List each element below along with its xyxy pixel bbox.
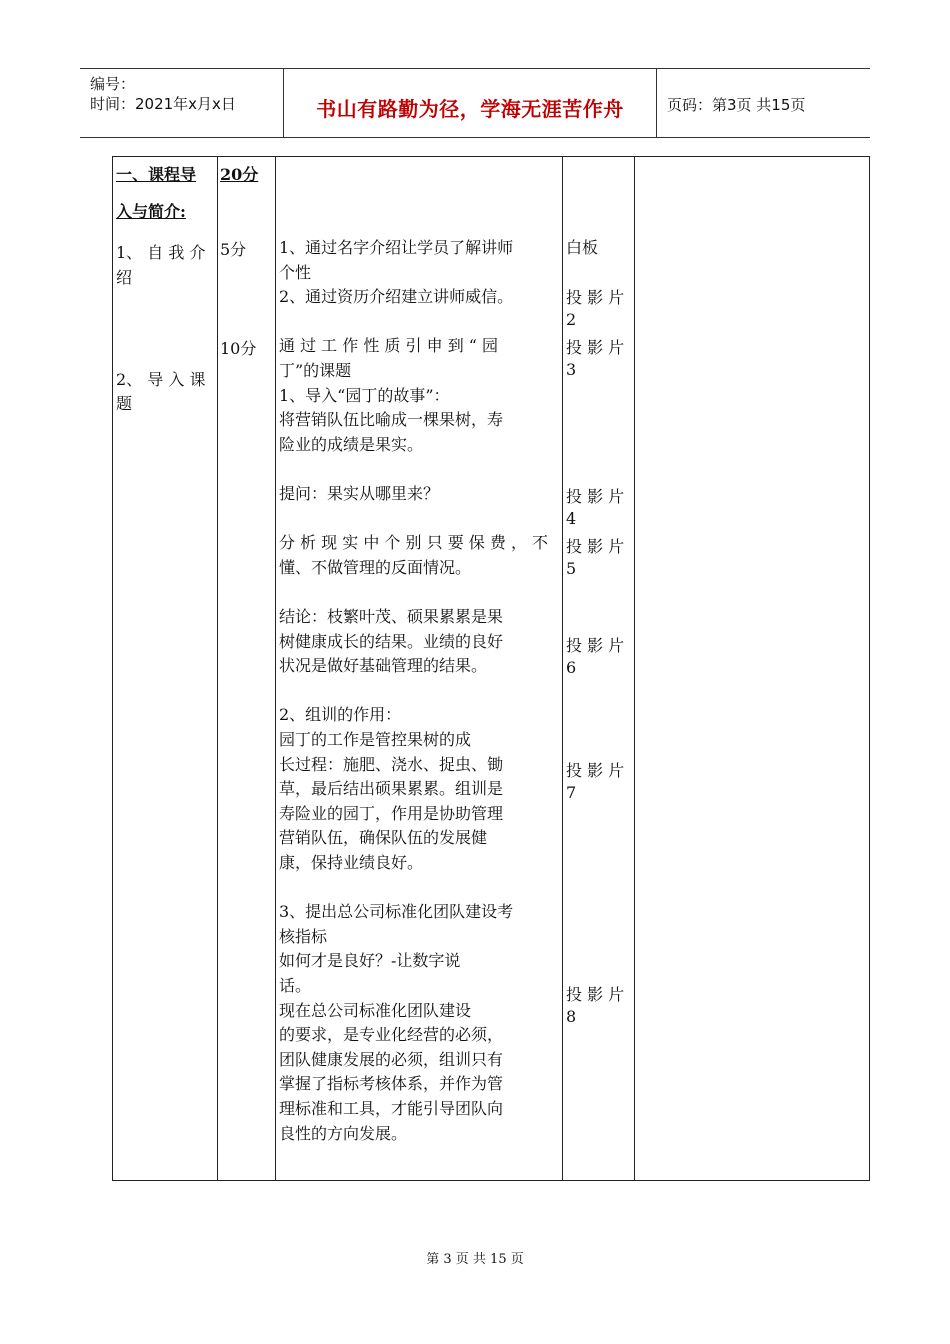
content-line: 个性 <box>279 262 312 282</box>
content-line: 核指标 <box>279 926 328 946</box>
topic-intro-subject-line2: 题 <box>116 394 133 413</box>
topic-self-intro-line1: 1、 自 我 介 <box>116 243 206 262</box>
motto-text: 书山有路勤为径，学海无涯苦作舟 <box>316 97 624 121</box>
section-title-line1: 一、课程导 <box>116 165 197 184</box>
content-line: 1、通过名字介绍让学员了解讲师 <box>279 238 514 257</box>
content-line: 掌握了指标考核体系，并作为管 <box>279 1074 504 1094</box>
content-line: 寿险业的园丁，作用是协助管理 <box>279 803 504 823</box>
table-divider-2 <box>275 156 276 1180</box>
content-line: 状况是做好基础管理的结果。 <box>279 656 488 676</box>
time-self-intro: 5分 <box>220 240 247 259</box>
table-bottom-border <box>112 1180 870 1181</box>
content-line: 如何才是良好？-让数字说 <box>279 951 461 971</box>
page-footer: 第 3 页 共 15 页 <box>426 1252 524 1267</box>
content-line: 树健康成长的结果。业绩的良好 <box>279 631 504 651</box>
content-line: 草，最后结出硕果累累。组训是 <box>279 779 504 799</box>
material-slide-2-label: 投 影 片 <box>566 288 625 307</box>
content-line: 2、组训的作用： <box>279 705 402 725</box>
material-slide-2-number: 2 <box>566 310 577 329</box>
content-line: 团队健康发展的必须，组训只有 <box>279 1049 504 1069</box>
material-slide-7-number: 7 <box>566 783 577 802</box>
content-line: 丁”的课题 <box>279 361 352 380</box>
section-title-line2: 入与简介: <box>116 202 186 221</box>
topic-self-intro-line2: 绍 <box>116 268 133 287</box>
content-line: 1、导入“园丁的故事”： <box>279 385 450 405</box>
content-line: 险业的成绩是果实。 <box>279 434 424 454</box>
content-line: 2、通过资历介绍建立讲师威信。 <box>279 287 514 307</box>
page-header <box>80 68 870 138</box>
table-top-border <box>112 156 870 157</box>
document-date-label: 时间：2021年x月x日 <box>90 95 236 113</box>
table-border-right <box>869 156 870 1180</box>
content-line: 通 过 工 作 性 质 引 申 到 “ 园 <box>279 336 499 356</box>
material-slide-8-label: 投 影 片 <box>566 985 625 1004</box>
header-meta-cell <box>80 69 284 137</box>
document-number-label: 编号： <box>90 75 136 93</box>
material-slide-3-label: 投 影 片 <box>566 338 625 357</box>
content-line: 现在总公司标准化团队建设 <box>279 1000 472 1020</box>
material-slide-6-label: 投 影 片 <box>566 636 625 655</box>
content-line: 康，保持业绩良好。 <box>279 853 424 872</box>
material-slide-5-number: 5 <box>566 559 577 578</box>
material-whiteboard: 白板 <box>566 238 599 257</box>
material-slide-4-label: 投 影 片 <box>566 487 625 506</box>
time-intro-subject: 10分 <box>220 339 257 358</box>
header-page-number: 页码：第3页 共15页 <box>667 96 806 114</box>
material-slide-7-label: 投 影 片 <box>566 761 625 780</box>
material-slide-8-number: 8 <box>566 1007 577 1026</box>
content-line: 园丁的工作是管控果树的成 <box>279 730 472 749</box>
table-divider-1 <box>217 156 218 1180</box>
material-slide-4-number: 4 <box>566 509 577 528</box>
content-line: 良性的方向发展。 <box>279 1123 408 1143</box>
table-divider-3 <box>562 156 563 1180</box>
content-line: 结论：枝繁叶茂、硕果累累是果 <box>279 607 504 626</box>
content-line: 将营销队伍比喻成一棵果树，寿 <box>279 410 504 430</box>
content-line: 懂、不做管理的反面情况。 <box>279 557 472 577</box>
content-line: 营销队伍，确保队伍的发展健 <box>279 828 488 848</box>
material-slide-5-label: 投 影 片 <box>566 537 625 556</box>
content-line: 的要求，是专业化经营的必须， <box>279 1025 504 1045</box>
table-divider-4 <box>634 156 635 1180</box>
content-line: 长过程：施肥、浇水、捉虫、锄 <box>279 754 504 774</box>
header-page-cell <box>657 69 870 137</box>
content-line: 话。 <box>279 976 312 995</box>
material-slide-6-number: 6 <box>566 658 577 677</box>
content-line: 理标准和工具，才能引导团队向 <box>279 1099 504 1118</box>
table-border-left <box>112 156 113 1180</box>
material-slide-3-number: 3 <box>566 360 577 379</box>
topic-intro-subject-line1: 2、 导 入 课 <box>116 370 206 389</box>
content-line: 3、提出总公司标准化团队建设考 <box>279 902 514 922</box>
content-line: 提问：果实从哪里来？ <box>279 484 440 503</box>
time-total: 20分 <box>220 165 259 184</box>
header-motto-cell <box>284 69 657 137</box>
content-line: 分 析 现 实 中 个 别 只 要 保 费 ， 不 <box>279 533 549 553</box>
